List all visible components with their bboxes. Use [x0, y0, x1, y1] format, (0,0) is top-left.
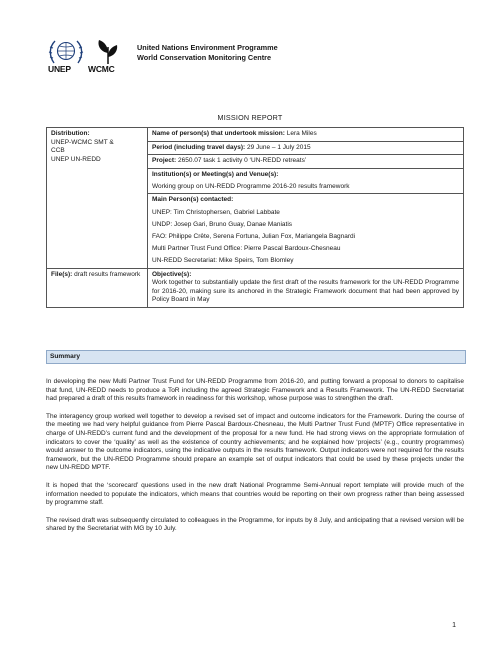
summary-paragraph: It is hoped that the ‘scorecard’ questions used in the new draft National Programme Semi-Annual report template will provide much of the information needed to populate the indicators, which means that countries would be reporting on their own progress rather than being assessed by programme staff.: [46, 481, 464, 507]
mission-info-table: [46, 127, 464, 308]
contact-line: FAO: Philippe Crête, Serena Fortuna, Julian Fox, Mariangela Bagnardi: [152, 232, 356, 240]
persons-cell: [148, 128, 464, 142]
objective-label: Objective(s):: [152, 270, 192, 278]
org-line-unep: United Nations Environment Programme: [137, 43, 278, 52]
persons-value: Lera Miles: [286, 130, 317, 137]
distribution-line: CCB: [51, 147, 65, 155]
report-title: MISSION REPORT: [217, 113, 283, 122]
objective-value: Work together to substantially update the first draft of the results framework for the UN-REDD Programme for 2016-20, making sure its anchored in the Strategic Framework document that had been approved by Policy Board in May: [152, 279, 459, 304]
wcmc-plant-icon: [88, 38, 128, 65]
wcmc-logo: [88, 38, 128, 74]
project-value: 2650.07 task 1 activity 0 ‘UN-REDD retreats’: [178, 157, 307, 165]
unep-emblem-icon: [46, 38, 86, 65]
files-cell: [47, 268, 148, 307]
objective-cell: [148, 268, 464, 307]
distribution-line: UNEP UN-REDD: [51, 155, 101, 163]
contacts-label: Main Person(s) contacted:: [152, 196, 234, 204]
period-cell: [148, 141, 464, 155]
persons-label: Name of person(s) that undertook mission:: [152, 130, 285, 137]
distribution-label: Distribution:: [51, 130, 90, 137]
period-value: 29 June – 1 July 2015: [247, 143, 311, 151]
unep-logo: [46, 38, 86, 74]
contact-line: UN-REDD Secretariat: Mike Speirs, Tom Blomley: [152, 256, 294, 264]
wcmc-logo-text: WCMC: [88, 64, 115, 74]
distribution-cell: [47, 128, 148, 269]
institution-label: Institution(s) or Meeting(s) and Venue(s):: [152, 170, 279, 178]
contact-line: Multi Partner Trust Fund Office: Pierre Pascal Bardoux-Chesneau: [152, 244, 341, 252]
unep-logo-text: UNEP: [48, 64, 71, 74]
summary-paragraph: In developing the new Multi Partner Trust Fund for UN-REDD Programme from 2016-20, and putting forward a proposal to donors to capitalise that fund, UN-REDD needs to produce a ToR including the agreed Strategic Framework and a Results Framework. The UN-REDD Secretariat had prepared a draft of this results framework in readiness for this workshop, whose purpose was to strengthen the draft.: [46, 378, 464, 403]
summary-body: [46, 378, 464, 543]
summary-paragraph: The interagency group worked well together to develop a revised set of impact and outcome indicators for the Framework. During the course of the meeting we had very helpful guidance from Pierre Pascal Bardoux-Chesneau, the Multi Partner Trust Fund (MPTF) Office representative in charge of UN-REDD’s current fund and the development of the proposal for a new fund. He had strong views on the appropriate formulation of indicators to cover the ‘quality’ as well as the existence of country achievements; and he explained how ‘projects’ (e.g., country programmes) would answer to the outcome indicators, using the indicative outputs in the results framework. Output indicators were not required for the results framework, but the UN-REDD Programme should prepare an example set of output indicators that could be used by these projects under the new UN-REDD MPTF.: [46, 412, 464, 472]
page-number: 1: [452, 622, 456, 629]
institution-cell: [148, 168, 464, 194]
project-cell: [148, 155, 464, 169]
project-label: Project:: [152, 157, 177, 165]
summary-paragraph: The revised draft was subsequently circulated to colleagues in the Programme, for inputs by 8 July, and anticipating that a revised version will be shared by the Secretariat with MG by 10 July.: [46, 516, 464, 533]
contact-line: UNEP: Tim Christophersen, Gabriel Labbate: [152, 208, 280, 216]
contact-line: UNDP: Josep Gari, Bruno Guay, Danae Maniatis: [152, 220, 293, 228]
organisation-names: [137, 43, 278, 62]
summary-heading: Summary: [46, 350, 466, 364]
contacts-cell: [148, 194, 464, 268]
institution-value: Working group on UN-REDD Programme 2016-20 results framework: [152, 182, 350, 190]
files-label: File(s):: [51, 270, 73, 278]
org-line-wcmc: World Conservation Monitoring Centre: [137, 52, 272, 62]
distribution-line: UNEP-WCMC SMT &: [51, 138, 114, 146]
period-label: Period (including travel days):: [152, 143, 246, 151]
logo-group: [46, 38, 128, 74]
files-value: draft results framework: [74, 270, 141, 278]
